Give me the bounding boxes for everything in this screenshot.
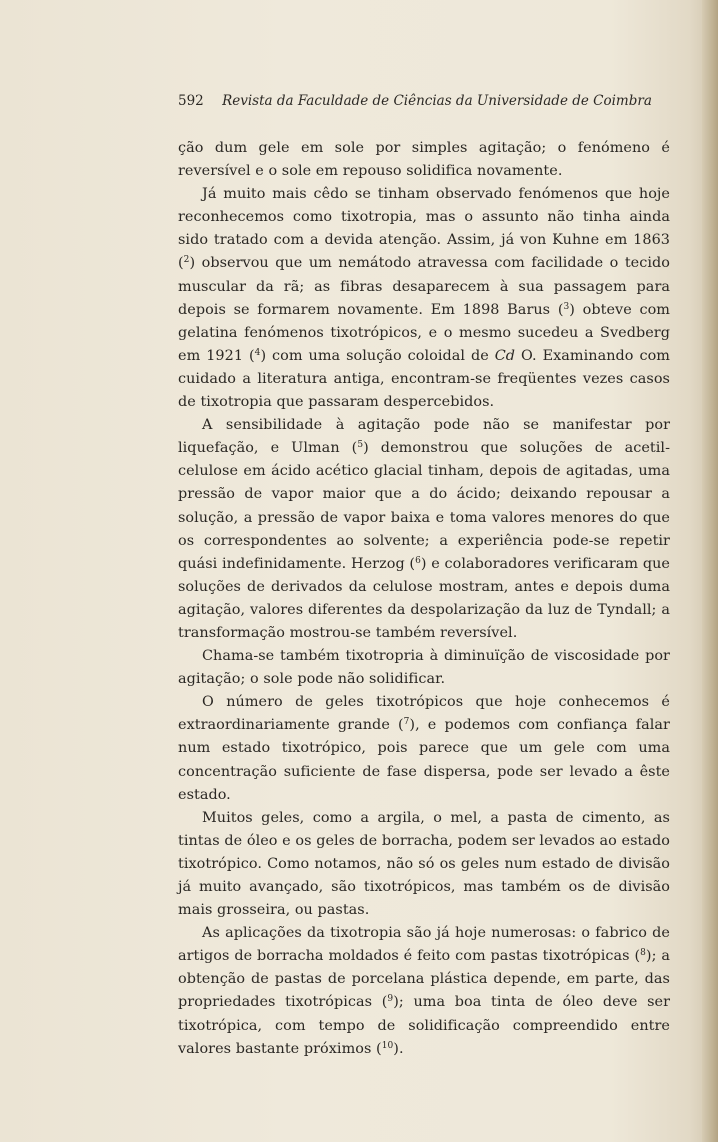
text-run: ção dum gele em sole por simples agitação; o fenómeno é reversível e o sole em repouso solidifica novamente.: [178, 140, 670, 180]
footnote-ref: 8: [640, 948, 646, 959]
text-run: ) obteve com gelatina fenómenos tixotrópicos, e o mesmo sucedeu a Svedberg em 1921 (: [178, 301, 670, 364]
text-run: O. Examinando com cuidado a literatura antiga, encontram-se freqüentes vezes casos de tixotropia que passaram despercebidos.: [178, 347, 670, 411]
paragraph: [178, 922, 670, 1061]
text-run: As aplicações da tixotropia são já hoje numerosas: o fabrico de artigos de borracha moldados é feito com pastas tixotrópicas (: [178, 925, 670, 965]
chemical-formula: Cd: [494, 347, 516, 364]
text-run: ) com uma solução coloidal de: [260, 347, 495, 364]
paragraph: [178, 645, 670, 691]
text-run: O número de geles tixotrópicos que hoje conhecemos é extraordinariamente grande (: [178, 694, 670, 734]
text-run: ); uma boa tinta de óleo deve ser tixotrópica, com tempo de solidificação compreendido entre valores bastante próximos (: [178, 994, 670, 1057]
text-run: Chama-se também tixotropria à diminuïção de viscosidade por agitação; o sole pode não solidificar.: [178, 648, 670, 688]
page-binding-edge: [702, 0, 718, 1142]
footnote-ref: 3: [563, 301, 570, 312]
body-text: [178, 137, 670, 1061]
footnote-ref: 5: [357, 440, 364, 451]
text-run: ); a obtenção de pastas de porcelana plástica depende, em parte, das propriedades tixotrópicas (: [178, 948, 670, 1011]
footnote-ref: 10: [381, 1040, 394, 1051]
paragraph: [178, 807, 670, 922]
paragraph: [178, 137, 670, 183]
text-run: ).: [393, 1040, 404, 1057]
footnote-ref: 6: [415, 555, 421, 566]
page-number: 592: [178, 93, 204, 109]
text-run: ), e podemos com confiança falar num estado tixotrópico, pois parece que um gele com uma concentração suficiente de fase dispersa, pode ser levado a êste estado.: [178, 717, 670, 803]
journal-title: Revista da Faculdade de Ciências da Universidade de Coimbra: [222, 93, 652, 109]
running-header: [178, 93, 652, 109]
paragraph: [178, 414, 670, 645]
footnote-ref: 7: [403, 717, 410, 728]
footnote-ref: 9: [387, 994, 394, 1005]
footnote-ref: 2: [183, 255, 190, 266]
text-run: Muitos geles, como a argila, o mel, a pasta de cimento, as tintas de óleo e os geles de borracha, podem ser levados ao estado tixotrópico. Como notamos, não só os geles num estado de divisão já muito avançado, são tixotrópicos, mas também os de divisão mais grosseira, ou pastas.: [178, 809, 670, 919]
paragraph: [178, 691, 670, 806]
paragraph: [178, 183, 670, 414]
text-run: ) e colaboradores verificaram que soluções de derivados da celulose mostram, antes e depois duma agitação, valores diferentes da despolarização da luz de Tyndall; a transformação mostrou-se também reversível.: [178, 555, 670, 641]
footnote-ref: 4: [254, 347, 261, 358]
text-run: Já muito mais cêdo se tinham observado fenómenos que hoje reconhecemos como tixotropia, mas o assunto não tinha ainda sido tratado com a devida atenção. Assim, já von Kuhne em 1863 (: [178, 186, 670, 272]
text-run: ) observou que um nemátodo atravessa com facilidade o tecido muscular da rã; as fibras desaparecem à sua passagem para depois se formarem novamente. Em 1898 Barus (: [178, 255, 670, 318]
text-run: ) demonstrou que soluções de acetil-celulose em ácido acético glacial tinham, depois de agitadas, uma pressão de vapor maior que a do ácido; deixando repousar a solução, a pressão de vapor baixa e toma valores menores do que os correspondentes ao solvente; a experiência pode-se repetir quási indefinidamente. Herzog (: [178, 440, 670, 572]
text-run: A sensibilidade à agitação pode não se manifestar por liquefação, e Ulman (: [178, 417, 670, 457]
